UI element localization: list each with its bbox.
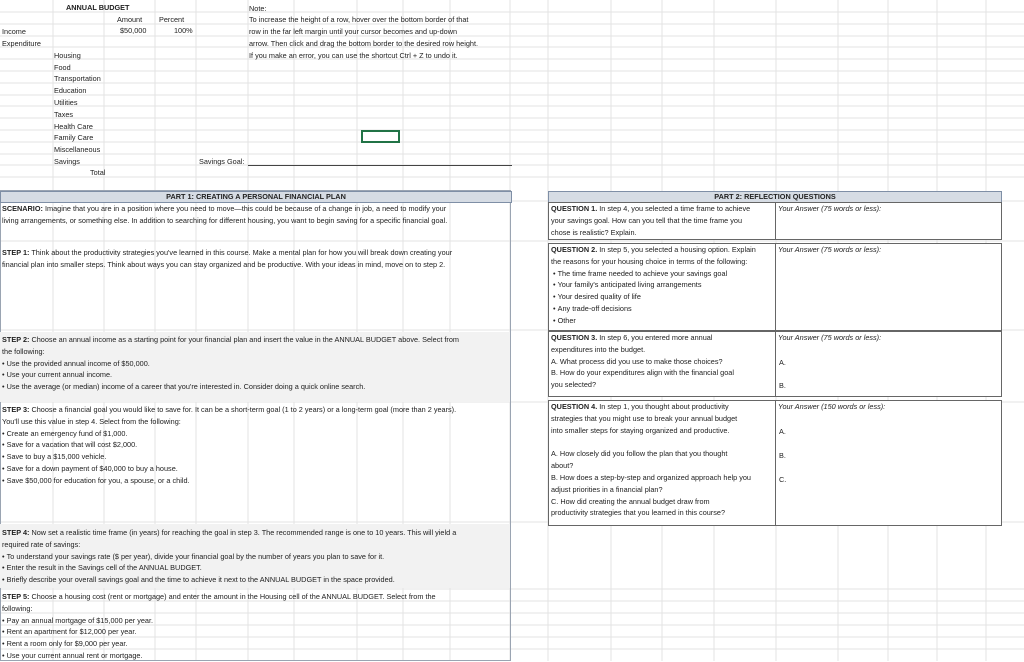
question-1-cell [548,202,777,240]
step4-label: STEP 4: [2,528,30,537]
question-3-cell [548,331,777,397]
answer-1-cell[interactable] [775,202,1002,240]
step3-bullet: • Save to buy a $15,000 vehicle. [2,451,510,463]
q4-sub-6: productivity strategies that you learned in this course? [551,508,726,518]
step4-text-1: Now set a realistic time frame (in years) for reaching the goal in step 3. The recommended range is one to 10 years. This will yield a [29,528,457,537]
q2-answer-prompt: Your Answer (75 words or less): [778,245,882,254]
amount-header: Amount [117,15,143,24]
q3-answer-prompt: Your Answer (75 words or less): [778,333,882,342]
budget-item-taxes: Taxes [54,110,74,119]
step3-text-2: You'll use this value in step 4. Select from the following: [2,416,181,426]
budget-item-family-care: Family Care [54,133,94,142]
q3-answer-a[interactable]: A. [779,358,786,367]
q2-bullet: • Other [549,315,776,327]
budget-item-food: Food [54,63,71,72]
q4-answer-b[interactable]: B. [779,451,786,460]
q2-bullet: • Your desired quality of life [549,291,776,303]
budget-item-utilities: Utilities [54,98,78,107]
q4-answer-a[interactable]: A. [779,427,786,436]
q4-sub-5: C. How did creating the annual budget draw from [551,496,710,506]
q4-answer-prompt: Your Answer (150 words or less): [778,402,886,411]
q3-answer-b[interactable]: B. [779,381,786,390]
step1-label: STEP 1: [2,248,30,257]
q4-text-1: In step 1, you thought about productivity [597,402,729,411]
budget-item-housing: Housing [54,51,81,60]
step3-label: STEP 3: [2,405,30,414]
step4-bullet: • Briefly describe your overall savings goal and the time to achieve it next to the ANNUAL BUDGET in the space provided. [2,574,510,586]
step4-bullet: • Enter the result in the Savings cell of the ANNUAL BUDGET. [2,562,510,574]
step4-text-2: required rate of savings: [2,539,81,549]
income-percent[interactable]: 100% [174,26,193,35]
note-line-4: If you make an error, you can use the shortcut Ctrl + Z to undo it. [249,51,458,60]
step5-bullet: • Pay an annual mortgage of $15,000 per year. [2,615,510,627]
step5-bullet: • Rent a room only for $9,000 per year. [2,638,510,650]
q1-text-1: In step 4, you selected a time frame to achieve [597,204,751,213]
budget-item-savings: Savings [54,157,80,166]
q4-text-3: into smaller steps for staying organized and productive. [551,425,730,435]
q2-bullet: • The time frame needed to achieve your savings goal [549,268,776,280]
step-5 [2,591,510,662]
budget-item-transportation: Transportation [54,74,101,83]
selected-cell[interactable] [361,130,400,143]
note-line-1: To increase the height of a row, hover over the bottom border of that [249,15,469,24]
step5-text-1: Choose a housing cost (rent or mortgage) and enter the amount in the Housing cell of the ANNUAL BUDGET. Select from the [29,592,436,601]
income-label: Income [2,27,26,36]
scenario-text-2: living arrangements, or something else. In addition to searching for different housing, you want to begin saving for a specific financial goal. [2,215,448,225]
q4-sub-3: B. How does a step-by-step and organized approach help you [551,472,751,482]
q4-sub-4: adjust priorities in a financial plan? [551,484,663,494]
expenditure-label: Expenditure [2,39,41,48]
answer-2-cell[interactable] [775,243,1002,331]
step-4 [2,527,510,586]
step5-bullet: • Rent an apartment for $12,000 per year. [2,626,510,638]
step5-bullet: • Use your current annual rent or mortgage. [2,650,510,662]
step2-label: STEP 2: [2,335,30,344]
question-4-cell [548,400,777,526]
q1-text-2: your savings goal. How can you tell that the time frame you [551,215,743,225]
step-1 [2,247,510,271]
percent-header: Percent [159,15,185,24]
q3-text-1: In step 6, you entered more annual [597,333,713,342]
step4-bullet: • To understand your savings rate ($ per year), divide your financial goal by the number of years you plan to save for it. [2,551,510,563]
part2-header: PART 2: REFLECTION QUESTIONS [548,191,1002,203]
answer-3-cell[interactable] [775,331,1002,397]
step1-text-2: financial plan into smaller steps. Think about ways you can stay organized and be productive. With your ideas in mind, move on to step 2. [2,259,446,269]
step2-text-2: the following: [2,346,45,356]
step3-text-1: Choose a financial goal you would like to save for. It can be a short-term goal (1 to 2 years) or a long-term goal (more than 2 years). [29,405,457,414]
q3-text-5: you selected? [551,380,597,390]
step2-bullet: • Use your current annual income. [2,369,510,381]
q3-text-3: A. What process did you use to make those choices? [551,356,723,366]
q4-answer-c[interactable]: C. [779,475,787,484]
step1-text-1: Think about the productivity strategies you've learned in this course. Make a mental plan for how you will break down creating your [29,248,453,257]
q4-text-2: strategies that you might use to break your annual budget [551,413,738,423]
step5-text-2: following: [2,603,33,613]
scenario [2,203,510,227]
step3-bullet: • Save for a vacation that will cost $2,000. [2,439,510,451]
budget-title: ANNUAL BUDGET [66,3,130,12]
q4-label: QUESTION 4. [551,402,598,411]
savings-goal-underline[interactable] [248,165,512,166]
budget-total-label: Total [90,168,106,177]
q2-text-2: the reasons for your housing choice in terms of the following: [551,256,748,266]
step-3 [2,404,510,487]
note-line-3: arrow. Then click and drag the bottom border to the desired row height. [249,39,479,48]
step2-bullet: • Use the average (or median) income of a career that you're interested in. Consider doing a quick online search. [2,381,510,393]
budget-item-miscellaneous: Miscellaneous [54,145,101,154]
note-line-2: row in the far left margin until your cursor becomes and up-down [249,27,458,36]
step2-text-1: Choose an annual income as a starting point for your financial plan and insert the value in the ANNUAL BUDGET above. Select from [29,335,459,344]
savings-goal-label: Savings Goal: [199,157,245,166]
q2-bullet: • Any trade-off decisions [549,303,776,315]
scenario-label: SCENARIO: [2,204,43,213]
q3-text-2: expenditures into the budget. [551,344,646,354]
question-2-cell [548,243,777,331]
q2-label: QUESTION 2. [551,245,598,254]
budget-item-education: Education [54,86,87,95]
q1-answer-prompt: Your Answer (75 words or less): [778,204,882,213]
q4-sub-2: about? [551,461,574,471]
q3-label: QUESTION 3. [551,333,598,342]
q1-label: QUESTION 1. [551,204,598,213]
step2-bullet: • Use the provided annual income of $50,000. [2,358,510,370]
note-title: Note: [249,4,267,13]
budget-item-health-care: Health Care [54,122,93,131]
q3-text-4: B. How do your expenditures align with the financial goal [551,368,734,378]
q2-text-1: In step 5, you selected a housing option. Explain [597,245,756,254]
step3-bullet: • Save for a down payment of $40,000 to buy a house. [2,463,510,475]
step3-bullet: • Save $50,000 for education for you, a spouse, or a child. [2,475,510,487]
answer-4-cell[interactable] [775,400,1002,526]
q2-bullet: • Your family's anticipated living arrangements [549,279,776,291]
part1-header: PART 1: CREATING A PERSONAL FINANCIAL PLAN [0,191,512,203]
q1-text-3: chose is realistic? Explain. [551,227,637,237]
income-amount[interactable]: $50,000 [120,26,147,35]
q4-sub-1: A. How closely did you follow the plan that you thought [551,449,728,459]
step5-label: STEP 5: [2,592,30,601]
step3-bullet: • Create an emergency fund of $1,000. [2,428,510,440]
step-2 [2,334,510,393]
scenario-text-1: Imagine that you are in a position where you need to move—this could be because of a change in job, a need to modify your [42,204,447,213]
